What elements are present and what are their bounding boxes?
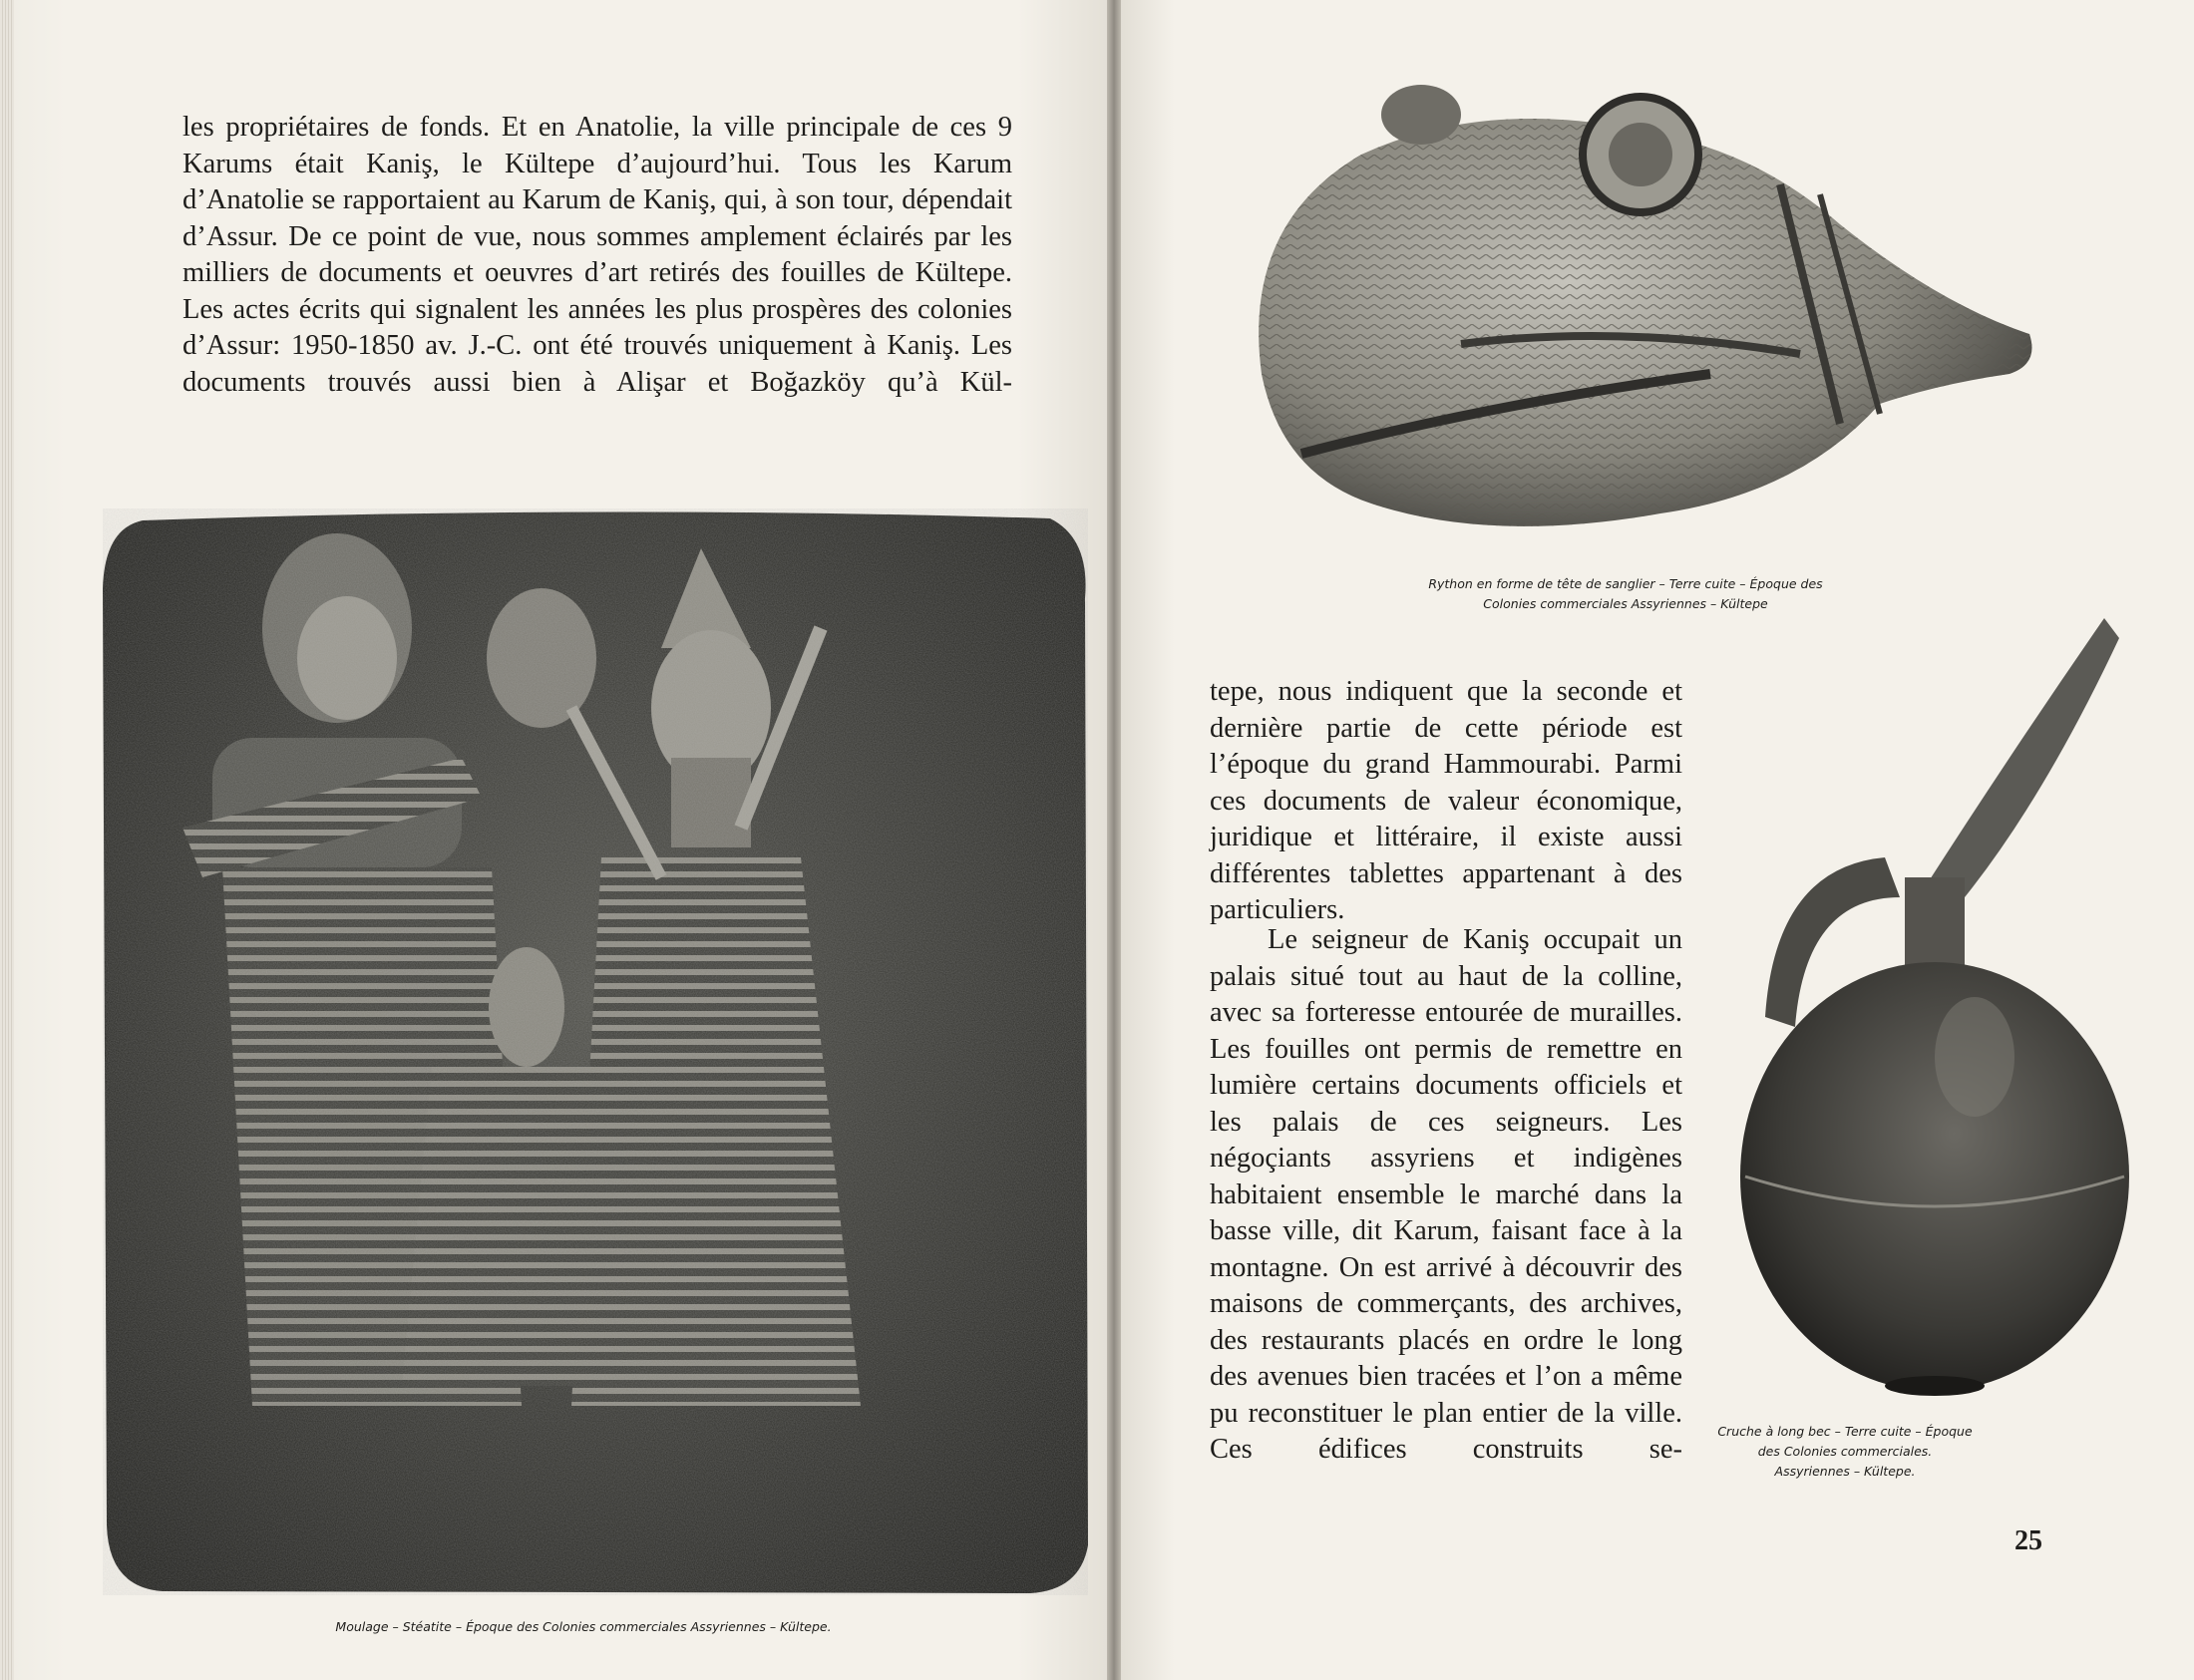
rhyton-caption-line2: Colonies commerciales Assyriennes – Kültepe: [1483, 596, 1768, 611]
relief-caption: Moulage – Stéatite – Époque des Colonies commerciales Assyriennes – Kültepe.: [335, 1619, 832, 1634]
right-body-paragraph-2: Le seigneur de Kaniş occupait un palais situé tout au haut de la colline, avec sa forteresse entourée de murailles. Les fouilles ont permis de remettre en lumière certains documents officiels et les palais de ces seigneurs. Les négoçiants assyriens et indigènes habitaient ensemble le marché dans la basse ville, dit Karum, faisant face à la montagne. On est arrivé à découvrir des maisons de commerçants, des archives, des restaurants placés en ordre le long des avenues bien tracées et l’on a même pu reconstituer le plan entier de la ville. Ces édifices construits se-: [1210, 924, 1682, 1465]
rhyton-photo: [1242, 75, 2039, 543]
page-number: 25: [2014, 1525, 2042, 1556]
jug-caption-line2: des Colonies commerciales.: [1757, 1444, 1933, 1459]
book-gutter: [1107, 0, 1121, 1680]
right-body-paragraph-1: tepe, nous indiquent que la seconde et dernière partie de cette période est l’époque du grand Hammourabi. Parmi ces documents de valeur économique, juridique et littéraire, il existe aussi différentes tablettes appartenant à des particuliers.: [1210, 676, 1682, 925]
rhyton-caption-line1: Rython en forme de tête de sanglier – Terre cuite – Époque des: [1428, 576, 1823, 591]
jug-caption-line1: Cruche à long bec – Terre cuite – Époque: [1717, 1424, 1973, 1439]
page-edge: [0, 0, 14, 1680]
jug-caption: [1695, 1422, 1995, 1482]
jug-caption-line3: Assyriennes – Kültepe.: [1774, 1464, 1916, 1479]
left-body-paragraph: les propriétaires de fonds. Et en Anatolie, la ville principale de ces 9 Karums était Kaniş, le Kültepe d’aujourd’hui. Tous les Karum d’Anatolie se rapportaient au Karum de Kaniş, qui, à son tour, dépendait d’Assur. De ce point de vue, nous sommes amplement éclairés par les milliers de documents et oeuvres d’art retirés des fouilles de Kültepe. Les actes écrits qui signalent les années les plus prospères des colonies d’Assur: 1950-1850 av. J.-C. ont été trouvés uniquement à Kaniş. Les documents trouvés aussi bien à Alişar et Boğazköy qu’à Kül-: [183, 112, 1012, 398]
jug-photo: [1715, 598, 2134, 1406]
relief-photo: [103, 508, 1088, 1595]
